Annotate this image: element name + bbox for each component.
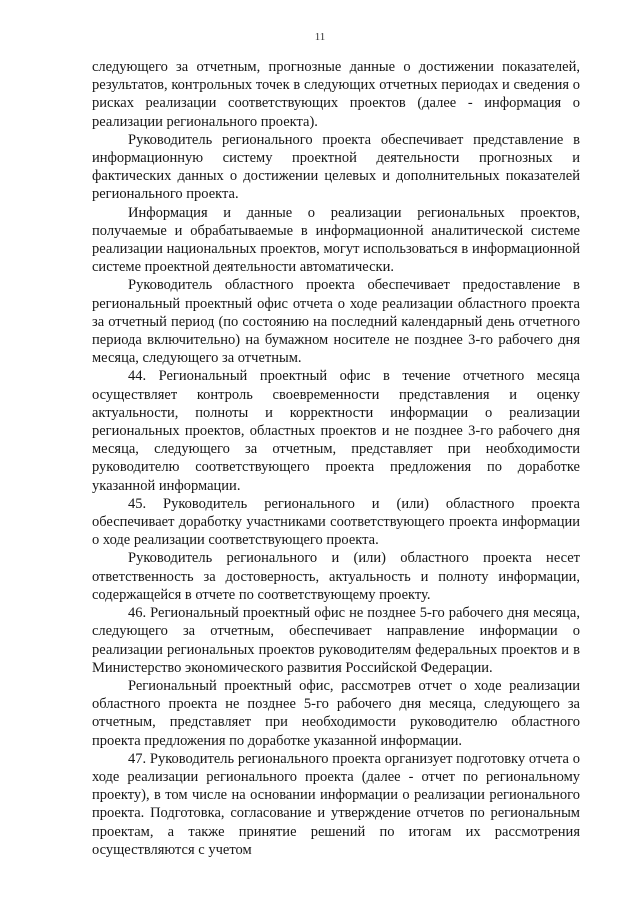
paragraph-forecast-data: Руководитель регионального проекта обеспечивает представление в информационную систему проектной деятельности прогнозных и фактических данных о достижении целевых и дополнительных показателей регионального проекта. [92, 131, 580, 203]
body-text [92, 58, 580, 859]
paragraph-item-47: 47. Руководитель регионального проекта организует подготовку отчета о ходе реализации регионального проекта (далее - отчет по региональному проекту), в том числе на основании информации о реализации регионального проекта. Подготовка, согласование и утверждение отчетов по региональным проектам, а также принятие решений по итогам их рассмотрения осуществляются с учетом [92, 750, 580, 858]
paragraph-automatic-data: Информация и данные о реализации региональных проектов, получаемые и обрабатываемые в информационной аналитической системе реализации национальных проектов, могут использоваться в информационной системе проектной деятельности автоматически. [92, 204, 580, 276]
paragraph-item-45: 45. Руководитель регионального и (или) областного проекта обеспечивает доработку участниками соответствующего проекта информации о ходе реализации соответствующего проекта. [92, 495, 580, 549]
paragraph-continuation: следующего за отчетным, прогнозные данные о достижении показателей, результатов, контрольных точек в следующих отчетных периодах и сведения о рисках реализации соответствующих проектов (далее - информация о реализации регионального проекта). [92, 59, 580, 130]
page-number: 11 [314, 31, 326, 43]
paragraph-item-46: 46. Региональный проектный офис не позднее 5-го рабочего дня месяца, следующего за отчетным, обеспечивает направление информации о реализации региональных проектов руководителям федеральных проектов и в Министерство экономического развития Российской Федерации. [92, 605, 580, 676]
paragraph-responsibility: Руководитель регионального и (или) областного проекта несет ответственность за достоверность, актуальность и полноту информации, содержащейся в отчете по соответствующему проекту. [92, 550, 580, 603]
paragraph-item-44: 44. Региональный проектный офис в течение отчетного месяца осуществляет контроль своевременности представления и оценку актуальности, полноты и корректности информации о реализации региональных проектов, областных проектов и не позднее 3-го рабочего дня месяца, следующего за отчетным, представляет при необходимости руководителю соответствующего проекта предложения по доработке указанной информации. [92, 368, 580, 494]
paragraph-review-report: Региональный проектный офис, рассмотрев отчет о ходе реализации областного проекта не позднее 5-го рабочего дня месяца, следующего за отчетным, представляет при необходимости руководителю областного проекта предложения по доработке указанной информации. [92, 677, 580, 749]
paragraph-regional-report: Руководитель областного проекта обеспечивает предоставление в региональный проектный офис отчета о ходе реализации областного проекта за отчетный период (по состоянию на последний календарный день отчетного периода включительно) на бумажном носителе не позднее 3-го рабочего дня месяца, следующего за отчетным. [92, 277, 580, 367]
